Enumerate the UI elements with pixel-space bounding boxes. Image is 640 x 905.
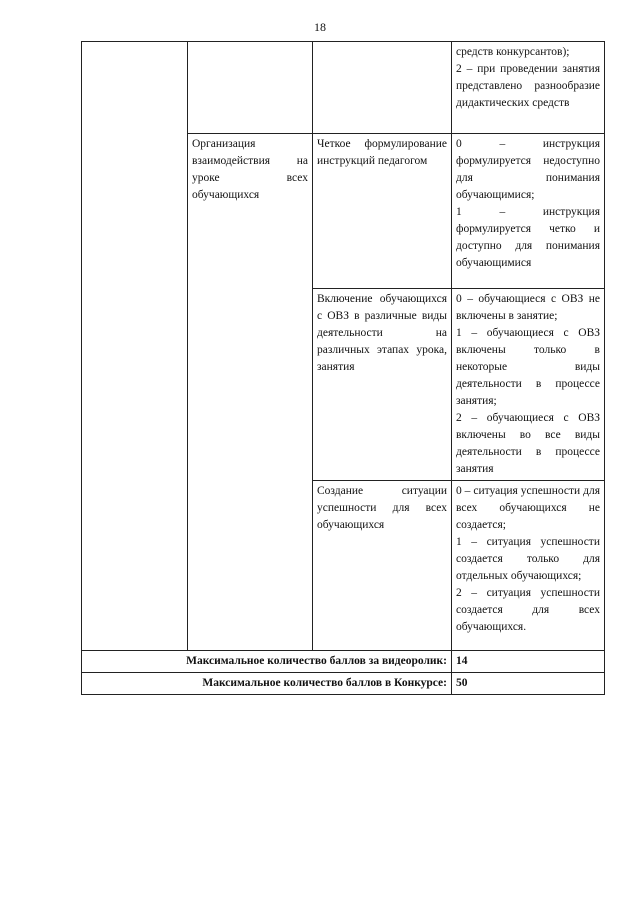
page-number: 18: [314, 20, 326, 34]
criterion-cell: Включение обучающихся с ОВЗ в различные виды деятельности на различных этапах урока, занятия: [313, 289, 452, 481]
indicator-cell: Организация взаимодействия на уроке всех обучающихся: [188, 134, 313, 651]
criteria-table: [81, 41, 605, 695]
total-row: [82, 651, 605, 673]
score-cell: [452, 481, 605, 651]
criterion-cell: Четкое формулирование инструкций педагогом: [313, 134, 452, 289]
total-row: [82, 673, 605, 695]
total-label: Максимальное количество баллов в Конкурсе:: [82, 673, 452, 695]
score-line: средств конкурсантов);: [456, 46, 570, 58]
criterion-cell: Создание ситуации успешности для всех обучающихся: [313, 481, 452, 651]
score-line: 0 – инструкция формулируется недоступно для понимания обучающимися;: [456, 138, 600, 201]
score-cell: [452, 42, 605, 134]
total-value: 14: [452, 651, 605, 673]
score-line: 0 – обучающиеся с ОВЗ не включены в занятие;: [456, 293, 600, 322]
score-line: 2 – ситуация успешности создается для всех обучающихся.: [456, 587, 600, 633]
score-line: 2 – при проведении занятия представлено разнообразие дидактических средств: [456, 63, 600, 109]
total-label: Максимальное количество баллов за видеоролик:: [82, 651, 452, 673]
table-row: [82, 42, 605, 134]
score-line: 1 – обучающиеся с ОВЗ включены только в некоторые виды деятельности в процессе занятия;: [456, 327, 600, 407]
score-line: 2 – обучающиеся с ОВЗ включены во все виды деятельности в процессе занятия: [456, 412, 600, 475]
score-line: 0 – ситуация успешности для всех обучающихся не создается;: [456, 485, 600, 531]
score-line: 1 – ситуация успешности создается только для отдельных обучающихся;: [456, 536, 600, 582]
empty-criterion-cell: [313, 42, 452, 134]
score-cell: [452, 289, 605, 481]
total-value: 50: [452, 673, 605, 695]
score-cell: [452, 134, 605, 289]
empty-section-cell: [82, 42, 188, 651]
score-line: 1 – инструкция формулируется четко и доступно для понимания обучающимися: [456, 206, 600, 269]
empty-indicator-cell: [188, 42, 313, 134]
